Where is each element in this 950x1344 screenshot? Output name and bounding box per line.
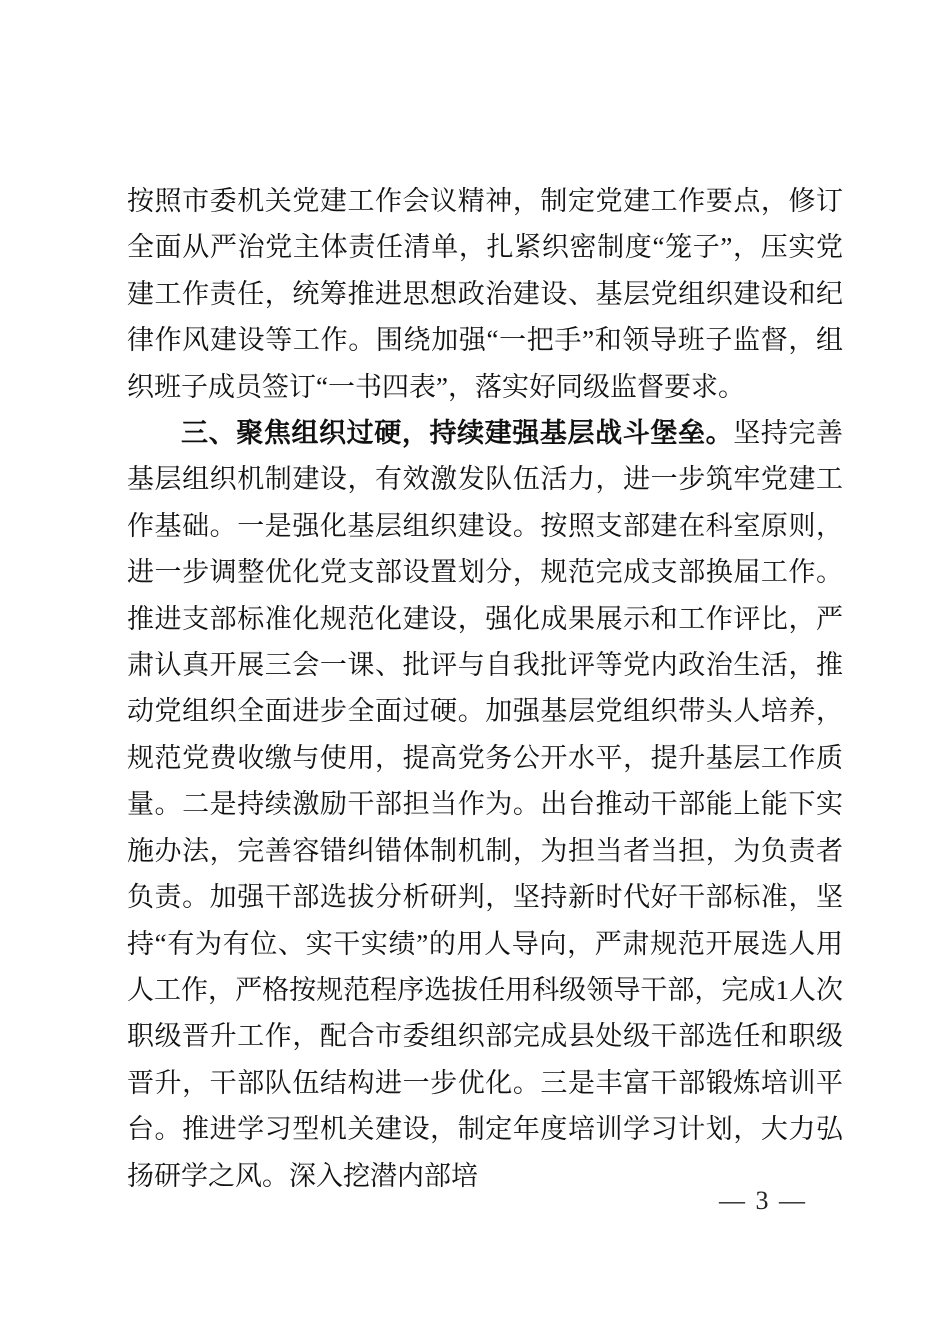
document-body — [127, 178, 843, 1199]
section-three-heading: 三、聚焦组织过硬，持续建强基层战斗堡垒。 — [181, 418, 734, 449]
paragraph-section-three — [127, 410, 843, 1199]
paragraph-continuation: 按照市委机关党建工作会议精神，制定党建工作要点，修订全面从严治党主体责任清单，扎紧织密制度“笼子”，压实党建工作责任，统筹推进思想政治建设、基层党组织建设和纪律作风建设等工作。围绕加强“一把手”和领导班子监督，组织班子成员签订“一书四表”，落实好同级监督要求。 — [127, 186, 843, 402]
section-three-body-text: 坚持完善基层组织机制建设，有效激发队伍活力，进一步筑牢党建工作基础。一是强化基层组织建设。按照支部建在科室原则，进一步调整优化党支部设置划分，规范完成支部换届工作。推进支部标准化规范化建设，强化成果展示和工作评比，严肃认真开展三会一课、批评与自我批评等党内政治生活，推动党组织全面进步全面过硬。加强基层党组织带头人培养，规范党费收缴与使用，提高党务公开水平，提升基层工作质量。二是持续激励干部担当作为。出台推动干部能上能下实施办法，完善容错纠错体制机制，为担当者当担，为负责者负责。加强干部选拔分析研判，坚持新时代好干部标准，坚持“有为有位、实干实绩”的用人导向，严肃规范开展选人用人工作，严格按规范程序选拔任用科级领导干部，完成1人次职级晋升工作，配合市委组织部完成县处级干部选任和职级晋升，干部队伍结构进一步优化。三是丰富干部锻炼培训平台。推进学习型机关建设，制定年度培训学习计划，大力弘扬研学之风。深入挖潜内部培 — [127, 418, 844, 1191]
page-number: — 3 — — [719, 1186, 807, 1215]
